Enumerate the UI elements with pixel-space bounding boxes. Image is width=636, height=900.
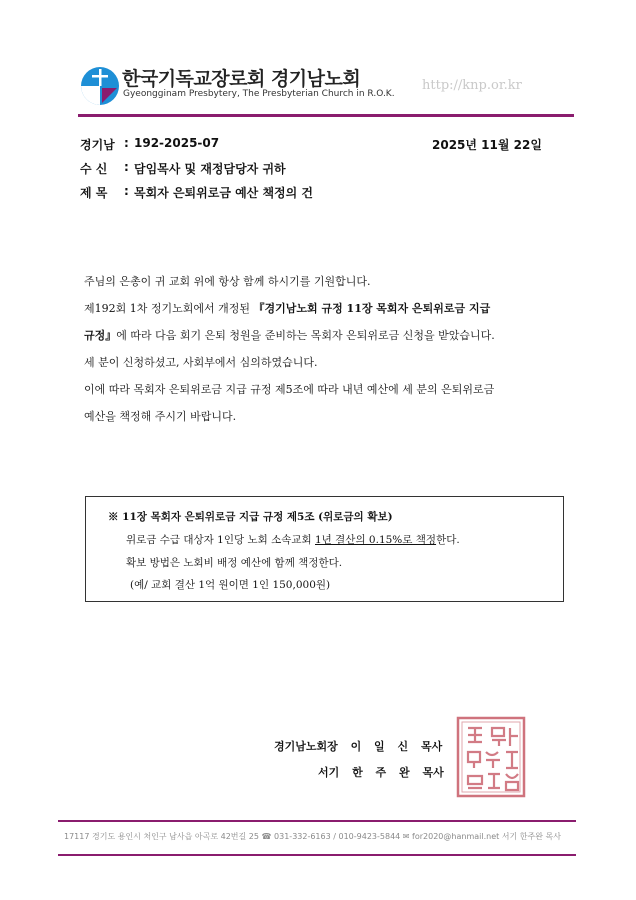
regulation-text: 한다. <box>436 534 460 546</box>
presbytery-logo-icon <box>80 66 120 106</box>
regulation-title: 『경기남노회 규정 11장 목회자 은퇴위로금 지급 <box>253 302 491 315</box>
signature-president: 경기남노회장 이 일 신 목사 <box>274 740 443 753</box>
regulation-line <box>126 532 460 547</box>
recipient-label: 수 신 <box>80 162 108 176</box>
regulation-text: 위로금 수급 대상자 1인당 노회 소속교회 <box>126 534 315 546</box>
body-paragraph: 이에 따라 목회자 은퇴위로금 지급 규정 제5조에 따라 내년 예산에 세 분의 은퇴위로금 <box>84 383 495 396</box>
separator: : <box>124 184 129 198</box>
subject-label: 제 목 <box>80 186 108 200</box>
website-url[interactable]: http://knp.or.kr <box>422 78 522 93</box>
body-paragraph: 예산을 책정해 주시기 바랍니다. <box>84 410 237 423</box>
letter-body <box>84 268 564 430</box>
body-text: 에 따라 다음 회기 은퇴 청원을 준비하는 목회자 은퇴위로금 신청을 받았습니다. <box>116 329 495 342</box>
body-text: 제192회 1차 정기노회에서 개정된 <box>84 302 254 315</box>
body-paragraph: 세 분이 신청하셨고, 사회부에서 심의하였습니다. <box>84 356 318 369</box>
regulation-box <box>85 496 564 602</box>
footer-divider <box>58 854 576 856</box>
regulation-box-title: ※ 11장 목회자 은퇴위로금 지급 규정 제5조 (위로금의 확보) <box>108 511 393 523</box>
subject: 목회자 은퇴위로금 예산 책정의 건 <box>134 186 314 200</box>
footer-contact: 17117 경기도 용인시 처인구 남사읍 아곡로 42번길 25 ☎ 031-332-6163 / 010-9423-5844 ✉ for2020@hanmail.net 서기 한주완 목사 <box>64 832 561 841</box>
org-name-korean: 한국기독교장로회 경기남노회 <box>122 68 361 90</box>
body-paragraph <box>84 295 564 322</box>
regulation-line: 확보 방법은 노회비 배정 예산에 함께 책정한다. <box>126 557 343 569</box>
footer-divider <box>58 820 576 822</box>
regulation-emphasis: 1년 결산의 0.15%로 책정 <box>315 534 437 546</box>
doc-number: 192-2025-07 <box>134 136 220 150</box>
document-date: 2025년 11월 22일 <box>432 138 542 152</box>
signature-clerk: 서기 한 주 완 목사 <box>318 766 444 779</box>
separator: : <box>124 136 129 150</box>
official-seal-icon <box>456 716 526 798</box>
regulation-title-end: 규정』 <box>84 329 117 342</box>
doc-number-label: 경기남 <box>80 138 115 152</box>
body-paragraph <box>84 322 564 349</box>
header-divider <box>78 114 574 117</box>
greeting: 주님의 은총이 귀 교회 위에 항상 함께 하시기를 기원합니다. <box>84 275 371 288</box>
org-name-english: Gyeongginam Presbytery, The Presbyterian Church in R.O.K. <box>123 89 395 99</box>
separator: : <box>124 160 129 174</box>
regulation-example: (예/ 교회 결산 1억 원이면 1인 150,000원) <box>130 579 331 591</box>
recipient: 담임목사 및 재정담당자 귀하 <box>134 162 286 176</box>
